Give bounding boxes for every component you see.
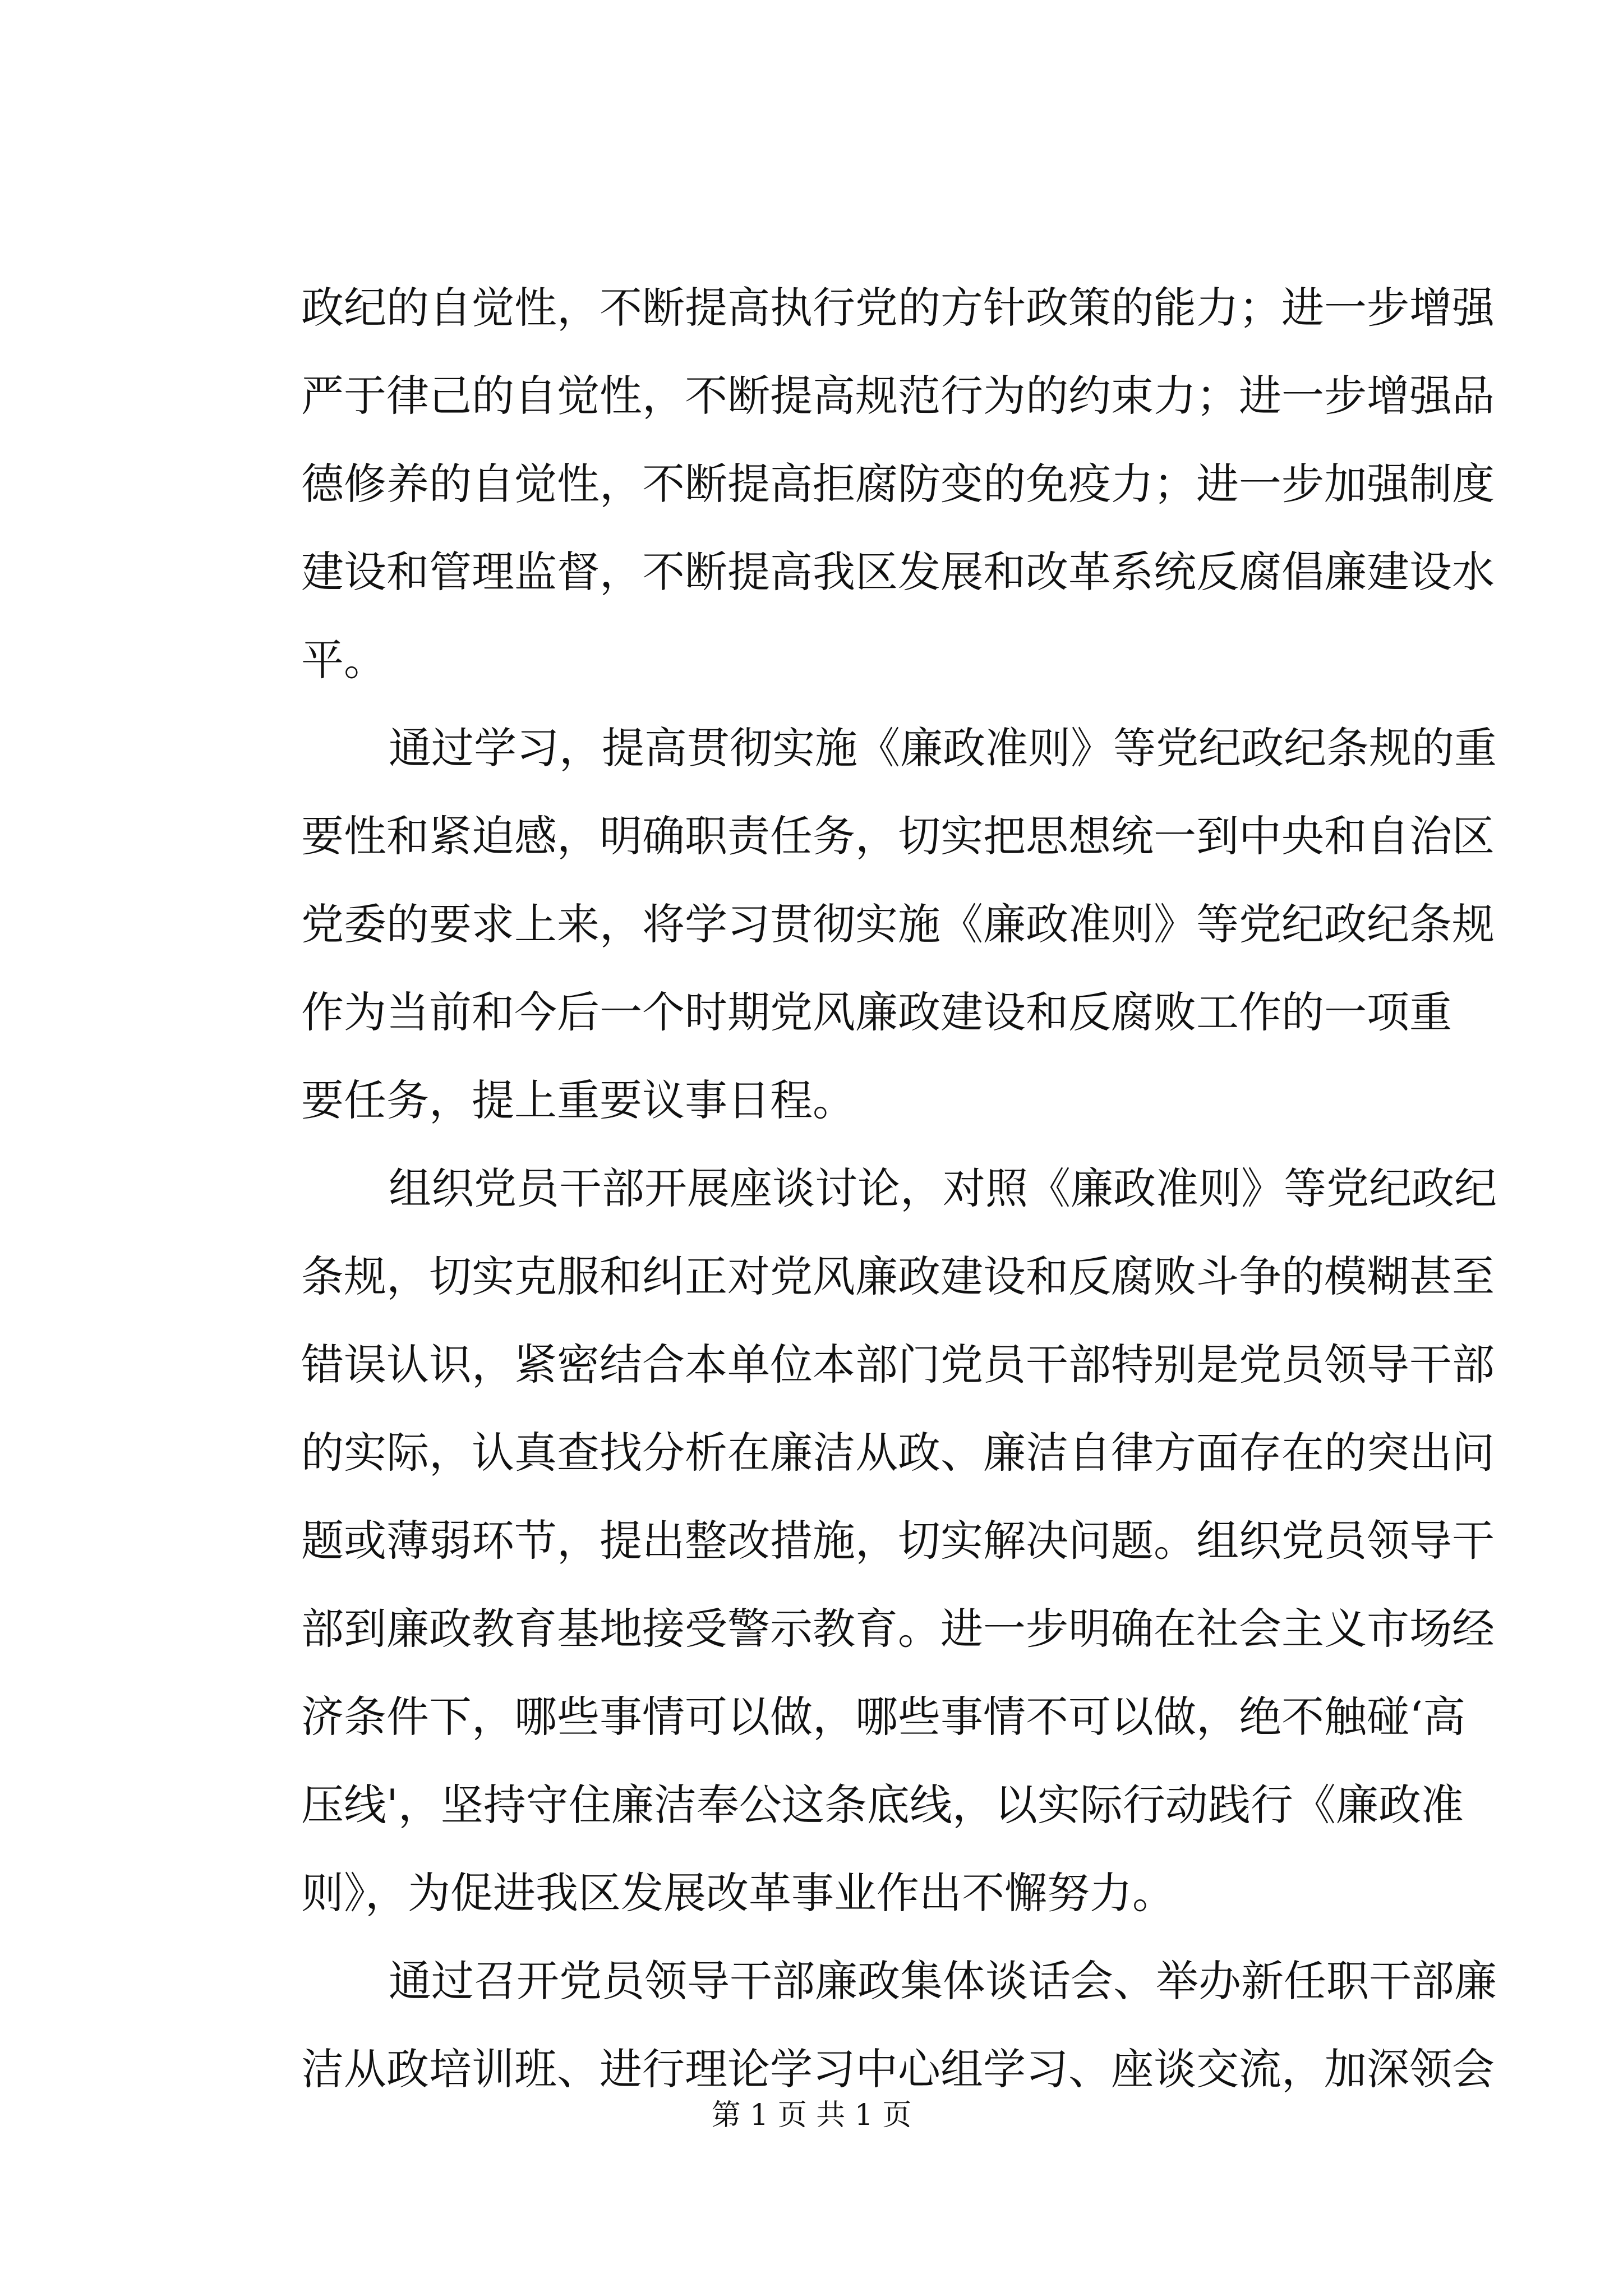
text-line: 条规，切实克服和纠正对党风廉政建设和反腐败斗争的模糊甚至 bbox=[301, 1251, 1495, 1301]
text-line: 要任务，提上重要议事日程。 bbox=[301, 1075, 855, 1125]
text-line: 德修养的自觉性，不断提高拒腐防变的免疫力；进一步加强制度 bbox=[301, 459, 1495, 509]
document-body bbox=[301, 264, 1497, 2113]
paragraph-3 bbox=[301, 1144, 1497, 1937]
text-line: 题或薄弱环节，提出整改措施，切实解决问题。组织党员领导干 bbox=[301, 1516, 1495, 1566]
text-line: 部到廉政教育基地接受警示教育。进一步明确在社会主义市场经 bbox=[301, 1604, 1495, 1654]
text-line: 通过召开党员领导干部廉政集体谈话会、举办新任职干部廉 bbox=[389, 1956, 1497, 2006]
text-line: 济条件下，哪些事情可以做，哪些事情不可以做，绝不触碰‘高 bbox=[301, 1692, 1466, 1742]
text-line: 作为当前和今后一个时期党风廉政建设和反腐败工作的一项重 bbox=[301, 987, 1452, 1037]
text-line: 严于律己的自觉性，不断提高规范行为的约束力；进一步增强品 bbox=[301, 371, 1495, 421]
paragraph-1 bbox=[301, 264, 1495, 704]
paragraph-4 bbox=[301, 1937, 1497, 2113]
text-line: 的实际，认真查找分析在廉洁从政、廉洁自律方面存在的突出问 bbox=[301, 1428, 1495, 1478]
text-line: 政纪的自觉性，不断提高执行党的方针政策的能力；进一步增强 bbox=[301, 283, 1495, 333]
text-line: 要性和紧迫感，明确职责任务，切实把思想统一到中央和自治区 bbox=[301, 811, 1495, 861]
text-line: 则》，为促进我区发展改革事业作出不懈努力。 bbox=[301, 1868, 1175, 1918]
text-line: 通过学习，提高贯彻实施《廉政准则》等党纪政纪条规的重 bbox=[389, 723, 1497, 773]
text-line: 组织党员干部开展座谈讨论，对照《廉政准则》等党纪政纪 bbox=[389, 1163, 1497, 1213]
text-line: 压线'，坚持守住廉洁奉公这条底线，以实际行动践行《廉政准 bbox=[301, 1780, 1464, 1830]
text-line: 平。 bbox=[301, 635, 386, 685]
text-line: 错误认识，紧密结合本单位本部门党员干部特别是党员领导干部 bbox=[301, 1340, 1495, 1389]
text-line: 洁从政培训班、进行理论学习中心组学习、座谈交流，加深领会 bbox=[301, 2044, 1495, 2094]
paragraph-2 bbox=[301, 704, 1497, 1144]
text-line: 建设和管理监督，不断提高我区发展和改革系统反腐倡廉建设水 bbox=[301, 547, 1495, 597]
page-number-footer: 第 1 页 共 1 页 bbox=[711, 2099, 912, 2132]
text-line: 党委的要求上来，将学习贯彻实施《廉政准则》等党纪政纪条规 bbox=[301, 899, 1495, 949]
